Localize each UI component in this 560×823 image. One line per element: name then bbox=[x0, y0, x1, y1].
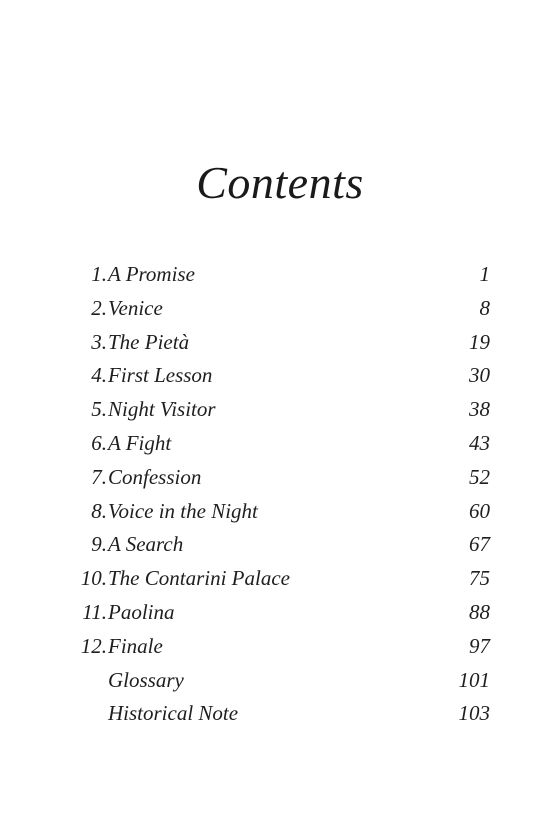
page-number: 30 bbox=[469, 363, 490, 388]
chapter-title: Night Visitor bbox=[108, 397, 216, 422]
chapter-number: 1. bbox=[91, 262, 107, 286]
chapter-number: 9. bbox=[91, 532, 107, 557]
toc-entry[interactable] bbox=[70, 701, 490, 735]
toc-entry[interactable] bbox=[70, 600, 490, 634]
chapter-number: 5. bbox=[91, 397, 107, 422]
chapter-number: 6. bbox=[91, 430, 107, 455]
toc-entry[interactable] bbox=[70, 668, 490, 702]
page-number: 101 bbox=[458, 667, 490, 692]
toc-entry[interactable] bbox=[70, 296, 490, 330]
chapter-number: 8. bbox=[91, 498, 107, 523]
table-of-contents bbox=[70, 262, 490, 735]
page-number: 97 bbox=[469, 633, 490, 658]
chapter-title: A Search bbox=[108, 532, 184, 557]
chapter-title: Finale bbox=[108, 633, 163, 658]
toc-entry[interactable] bbox=[70, 634, 490, 668]
chapter-number: 12. bbox=[80, 633, 107, 658]
page-number: 60 bbox=[469, 498, 490, 523]
toc-entry[interactable] bbox=[70, 330, 490, 364]
page-number: 75 bbox=[469, 566, 490, 591]
chapter-number: 11. bbox=[82, 599, 107, 624]
page-title: Contents bbox=[196, 157, 364, 208]
page-number: 8 bbox=[479, 295, 490, 320]
chapter-title: Confession bbox=[108, 464, 202, 489]
page-number: 52 bbox=[469, 464, 490, 489]
page-number: 38 bbox=[469, 397, 490, 422]
chapter-title: Venice bbox=[108, 295, 163, 320]
toc-entry[interactable] bbox=[70, 431, 490, 465]
chapter-title: Paolina bbox=[108, 599, 175, 624]
chapter-title: Glossary bbox=[108, 667, 184, 692]
chapter-number: 10. bbox=[80, 566, 107, 591]
chapter-title: First Lesson bbox=[108, 363, 213, 388]
chapter-title: A Promise bbox=[108, 262, 195, 286]
chapter-title: A Fight bbox=[108, 430, 172, 455]
chapter-number: 7. bbox=[91, 464, 107, 489]
chapter-number: 4. bbox=[91, 363, 107, 388]
page-number: 103 bbox=[458, 701, 490, 726]
chapter-title: The Pietà bbox=[108, 329, 190, 354]
toc-entry[interactable] bbox=[70, 363, 490, 397]
chapter-title: Historical Note bbox=[108, 701, 239, 726]
chapter-number: 2. bbox=[91, 295, 107, 320]
page-number: 43 bbox=[469, 430, 490, 455]
chapter-title: Voice in the Night bbox=[108, 498, 258, 523]
page-number: 88 bbox=[469, 599, 490, 624]
toc-entry[interactable] bbox=[70, 532, 490, 566]
toc-entry[interactable] bbox=[70, 566, 490, 600]
toc-entry[interactable] bbox=[70, 499, 490, 533]
page-number: 1 bbox=[479, 262, 490, 286]
toc-entry[interactable] bbox=[70, 397, 490, 431]
toc-entry[interactable] bbox=[70, 465, 490, 499]
page-number: 19 bbox=[469, 329, 490, 354]
page-number: 67 bbox=[469, 532, 490, 557]
chapter-title: The Contarini Palace bbox=[108, 566, 290, 591]
toc-entry[interactable] bbox=[70, 262, 490, 296]
chapter-number: 3. bbox=[91, 329, 107, 354]
